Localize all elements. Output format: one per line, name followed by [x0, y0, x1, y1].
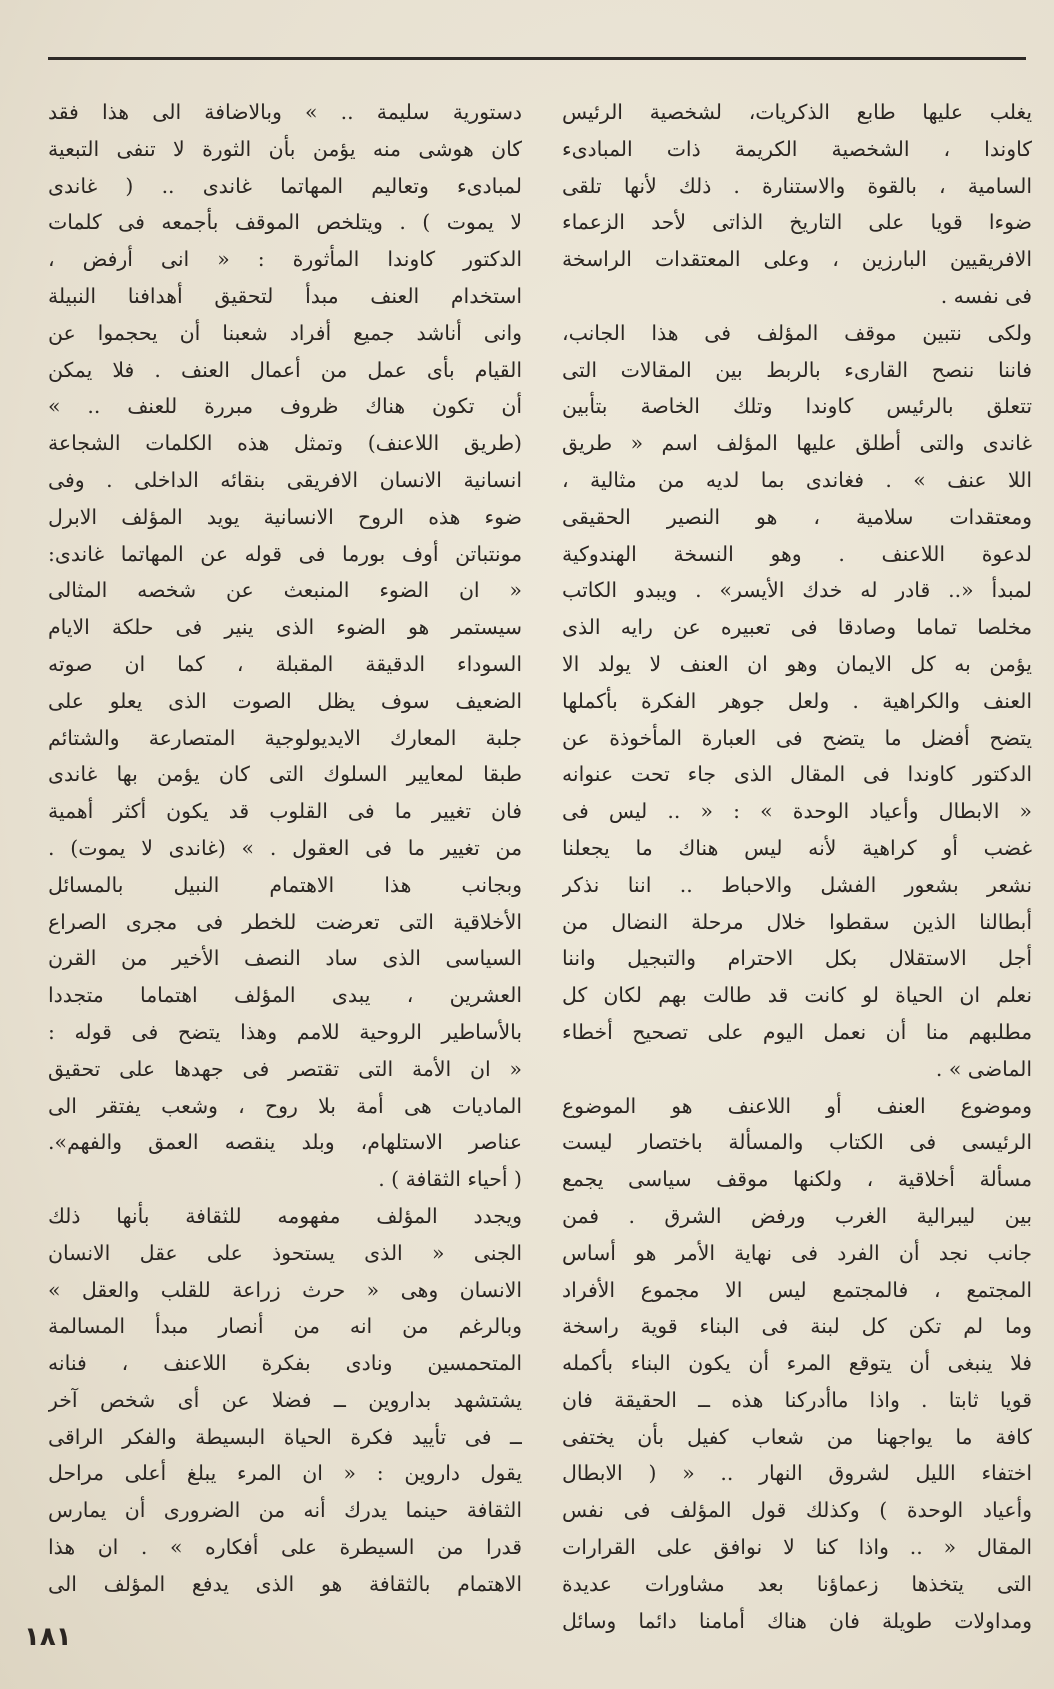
text-line: وأعياد الوحدة ) وكذلك قول المؤلف فى نفس	[562, 1498, 1032, 1523]
text-line: كافة ما يواجهنا من شعاب كفيل بأن يختفى	[562, 1424, 1032, 1449]
text-line: العشرين ، يبدى المؤلف اهتماما متجددا	[48, 983, 522, 1008]
text-line: العنف والكراهية . ولعل جوهر الفكرة بأكملها	[562, 688, 1032, 713]
text-line: ومعتقدات سلامية ، هو النصير الحقيقى	[562, 504, 1032, 529]
text-line: فاننا ننصح القارىء بالربط بين المقالات التى	[562, 357, 1032, 382]
text-line: وبجانب هذا الاهتمام النبيل بالمسائل	[48, 872, 522, 897]
text-line: فان تغيير ما فى القلوب قد يكون أكثر أهمية	[48, 799, 522, 824]
text-line: سيستمر هو الضوء الذى ينير فى حلكة الايام	[48, 615, 522, 640]
text-line: يتضح أفضل ما يتضح فى العبارة المأخوذة عن	[562, 725, 1032, 750]
text-line: مونتباتن أوف بورما فى قوله عن المهاتما غاندى:	[48, 541, 522, 566]
text-line: أبطالنا الذين سقطوا خلال مرحلة النضال من	[562, 909, 1032, 934]
text-line: المقال « .. واذا كنا لا نوافق على القرارات	[562, 1535, 1032, 1560]
text-line: غاندى والتى أطلق عليها المؤلف اسم « طريق	[562, 431, 1032, 456]
text-line: نعلم ان الحياة لو كانت قد طالت بهم لكان كل	[562, 983, 1032, 1008]
text-line: الرئيسى فى الكتاب والمسألة باختصار ليست	[562, 1130, 1032, 1155]
text-line: الثقافة حينما يدرك أنه من الضرورى أن يمارس	[48, 1498, 522, 1523]
top-rule-divider	[48, 57, 1026, 60]
text-line: الافريقيين البارزين ، وعلى المعتقدات الراسخة	[562, 247, 1032, 272]
text-line: لمبدأ «.. قادر له خدك الأيسر» . ويبدو الكاتب	[562, 578, 1032, 603]
text-line: وما لم تكن كل لبنة فى البناء قوية راسخة	[562, 1314, 1032, 1339]
text-line: قدرا من السيطرة على أفكاره » . ان هذا	[48, 1535, 522, 1560]
text-line: المجتمع ، فالمجتمع ليس الا مجموع الأفراد	[562, 1277, 1032, 1302]
text-line: بالأساطير الروحية للامم وهذا يتضح فى قوله :	[48, 1019, 522, 1044]
text-line: القيام بأى عمل من أعمال العنف . فلا يمكن	[48, 357, 522, 382]
text-line: من تغيير ما فى العقول . » (غاندى لا يموت) .	[48, 835, 522, 860]
text-line: اللا عنف » . فغاندى بما لديه من مثالية ،	[562, 467, 1032, 492]
text-line: جانب نجد أن الفرد فى نهاية الأمر هو أساس	[562, 1240, 1032, 1265]
text-line: « ان الضوء المنبعث عن شخصه المثالى	[48, 578, 522, 603]
text-line: الجنى « الذى يستحوذ على عقل الانسان	[48, 1240, 522, 1265]
text-line: يؤمن به كل الايمان وهو ان العنف لا يولد الا	[562, 651, 1032, 676]
left-text-column	[48, 94, 522, 1603]
text-line: بين ليبرالية الغرب ورفض الشرق . فمن	[562, 1203, 1032, 1228]
text-line: كان هوشى منه يؤمن بأن الثورة لا تنفى التبعية	[48, 136, 522, 161]
text-line: ــ فى تأييد فكرة الحياة البسيطة والفكر الراقى	[48, 1424, 522, 1449]
text-line: لا يموت ) . ويتلخص الموقف بأجمعه فى كلمات	[48, 210, 522, 235]
text-line: ومداولات طويلة فان هناك أمامنا دائما وسائل	[562, 1608, 1032, 1633]
text-line: فلا ينبغى أن يتوقع المرء أن يكون البناء بأكمله	[562, 1351, 1032, 1376]
text-line: عناصر الاستلهام، وبلد ينقصه العمق والفهم».	[48, 1130, 522, 1155]
text-line: (طريق اللاعنف) وتمثل هذه الكلمات الشجاعة	[48, 431, 522, 456]
text-line: غضب أو كراهية لأنه ليس هناك ما يجعلنا	[562, 835, 1032, 860]
text-line: استخدام العنف مبدأ لتحقيق أهدافنا النبيلة	[48, 283, 522, 308]
text-line: أجل الاستقلال بكل الاحترام والتبجيل واننا	[562, 946, 1032, 971]
text-line: دستورية سليمة .. » وبالاضافة الى هذا فقد	[48, 100, 522, 124]
text-line: ضوءا قويا على التاريخ الذاتى لأحد الزعماء	[562, 210, 1032, 235]
page-number: ١٨١	[24, 1622, 72, 1652]
text-line: لمبادىء وتعاليم المهاتما غاندى .. ( غاندى	[48, 173, 522, 198]
text-line: « ان الأمة التى تقتصر فى جهدها على تحقيق	[48, 1056, 522, 1081]
text-line: نشعر بشعور الفشل والاحباط .. اننا نذكر	[562, 872, 1032, 897]
text-line: وموضوع العنف أو اللاعنف هو الموضوع	[562, 1093, 1032, 1118]
text-line: مسألة أخلاقية ، ولكنها موقف سياسى يجمع	[562, 1167, 1032, 1192]
text-line: السامية ، بالقوة والاستنارة . ذلك لأنها تلقى	[562, 173, 1032, 198]
text-line: الأخلاقية التى تعرضت للخطر فى مجرى الصراع	[48, 909, 522, 934]
text-line: يشتشهد بداروين ــ فضلا عن أى شخص آخر	[48, 1387, 522, 1412]
text-line: الضعيف سوف يظل الصوت الذى يعلو على	[48, 688, 522, 713]
text-line: الانسان وهى « حرث زراعة للقلب والعقل »	[48, 1277, 522, 1302]
text-line: وبالرغم من انه من أنصار مبدأ المسالمة	[48, 1314, 522, 1339]
text-line: المتحمسين ونادى بفكرة اللاعنف ، فنانه	[48, 1351, 522, 1376]
text-line: ويجدد المؤلف مفهومه للثقافة بأنها ذلك	[48, 1203, 522, 1228]
text-line: لدعوة اللاعنف . وهو النسخة الهندوكية	[562, 541, 1032, 566]
text-line: الدكتور كاوندا فى المقال الذى جاء تحت عنوانه	[562, 762, 1032, 787]
text-line: وانى أناشد جميع أفراد شعبنا أن يحجموا عن	[48, 320, 522, 345]
text-line: السوداء الدقيقة المقبلة ، كما ان صوته	[48, 651, 522, 676]
text-line: قويا ثابتا . واذا ماأدركنا هذه ــ الحقيقة فان	[562, 1387, 1032, 1412]
text-line: السياسى الذى ساد النصف الأخير من القرن	[48, 946, 522, 971]
text-line: « الابطال وأعياد الوحدة » : « .. ليس فى	[562, 799, 1032, 824]
text-line: ( أحياء الثقافة ) .	[378, 1167, 522, 1192]
text-line: ضوء هذه الروح الانسانية يويد المؤلف الابرل	[48, 504, 522, 529]
text-line: الماضى » .	[935, 1056, 1032, 1081]
text-line: كاوندا ، الشخصية الكريمة ذات المبادىء	[562, 136, 1032, 161]
text-line: الاهتمام بالثقافة هو الذى يدفع المؤلف الى	[48, 1571, 522, 1596]
text-line: تتعلق بالرئيس كاوندا وتلك الخاصة بتأبين	[562, 394, 1032, 419]
text-line: التى يتخذها زعماؤنا بعد مشاورات عديدة	[562, 1571, 1032, 1596]
text-line: مطلبهم منا أن نعمل اليوم على تصحيح أخطاء	[562, 1019, 1032, 1044]
text-line: أن تكون هناك ظروف مبررة للعنف .. »	[48, 394, 522, 419]
text-line: الدكتور كاوندا المأثورة : « انى أرفض ،	[48, 247, 522, 272]
right-text-column	[562, 94, 1032, 1639]
text-line: الماديات هى أمة بلا روح ، وشعب يفتقر الى	[48, 1093, 522, 1118]
text-line: مخلصا تماما وصادقا فى تعبيره عن رايه الذى	[562, 615, 1032, 640]
text-line: يقول داروين : « ان المرء يبلغ أعلى مراحل	[48, 1461, 522, 1486]
text-line: يغلب عليها طابع الذكريات، لشخصية الرئيس	[562, 100, 1032, 124]
text-line: طبقا لمعايير السلوك التى كان يؤمن بها غاندى	[48, 762, 522, 787]
text-line: جلبة المعارك الايديولوجية المتصارعة والشتائم	[48, 725, 522, 750]
text-line: فى نفسه .	[940, 283, 1032, 308]
text-line: اختفاء الليل لشروق النهار .. « ( الابطال	[562, 1461, 1032, 1486]
text-line: ولكى نتبين موقف المؤلف فى هذا الجانب،	[562, 320, 1032, 345]
text-line: انسانية الانسان الافريقى بنقائه الداخلى . وفى	[48, 467, 522, 492]
